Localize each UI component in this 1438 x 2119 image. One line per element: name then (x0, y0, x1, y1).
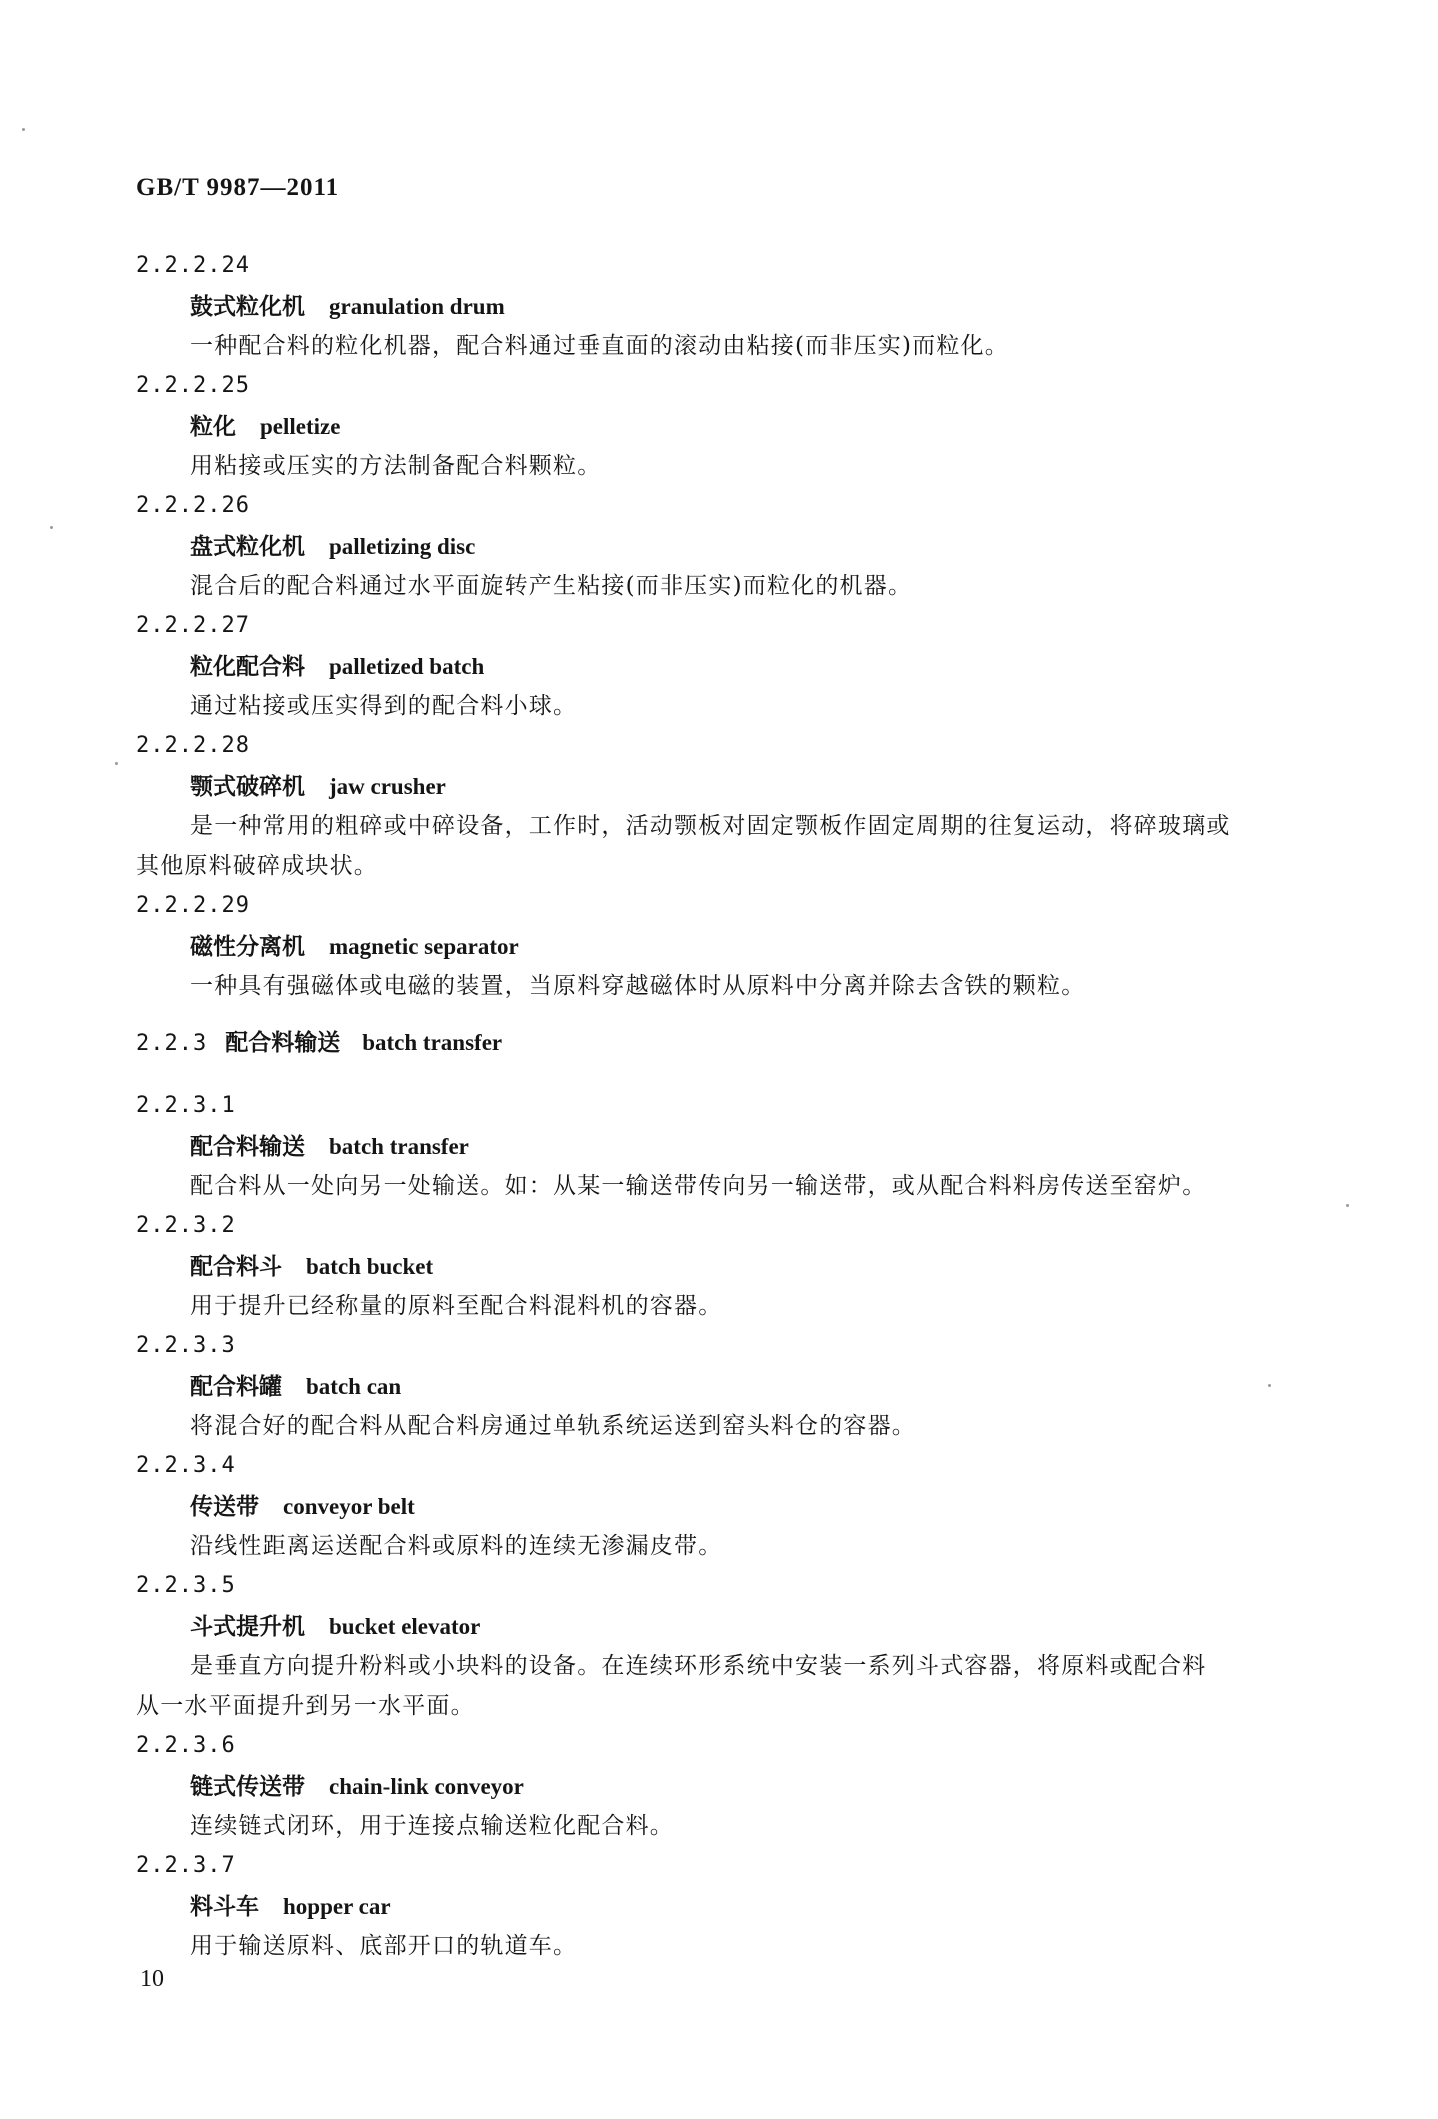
entry-term (190, 1615, 480, 1638)
entry-number: 2.2.3.5 (136, 1573, 236, 1598)
term-en: magnetic separator (329, 934, 519, 959)
entry-term (190, 1135, 469, 1158)
scan-speck (1268, 1384, 1271, 1387)
term-zh: 颚式破碎机 (190, 773, 305, 800)
entry-number: 2.2.2.27 (136, 613, 250, 638)
term-zh: 料斗车 (190, 1893, 259, 1920)
entry-definition: 沿线性距离运送配合料或原料的连续无渗漏皮带。 (190, 1533, 723, 1559)
entry-number: 2.2.3.3 (136, 1333, 236, 1358)
entry-definition: 通过粘接或压实得到的配合料小球。 (190, 693, 578, 719)
term-zh: 磁性分离机 (190, 933, 305, 960)
section-number: 2.2.3 (136, 1031, 208, 1056)
standard-code: GB/T 9987—2011 (136, 174, 340, 201)
term-en: palletized batch (329, 654, 485, 679)
term-en: jaw crusher (329, 774, 446, 799)
entry-term (190, 1495, 415, 1518)
entry-definition: 从一水平面提升到另一水平面。 (136, 1693, 475, 1719)
scan-speck (1346, 1204, 1349, 1207)
term-zh: 配合料斗 (190, 1253, 282, 1280)
entry-term (190, 1895, 391, 1918)
term-en: palletizing disc (329, 534, 476, 559)
term-en: pelletize (260, 414, 341, 439)
entry-definition: 连续链式闭环，用于连接点输送粒化配合料。 (190, 1813, 674, 1839)
term-en: chain-link conveyor (329, 1774, 524, 1799)
entry-definition: 是一种常用的粗碎或中碎设备，工作时，活动颚板对固定颚板作固定周期的往复运动，将碎玻璃或 (190, 813, 1231, 839)
entry-number: 2.2.3.4 (136, 1453, 236, 1478)
term-en: batch transfer (329, 1134, 469, 1159)
entry-number: 2.2.3.6 (136, 1733, 236, 1758)
section-heading (136, 1031, 502, 1055)
entry-definition: 配合料从一处向另一处输送。如：从某一输送带传向另一输送带，或从配合料料房传送至窑炉。 (190, 1173, 1207, 1199)
entry-term (190, 655, 484, 678)
entry-number: 2.2.3.2 (136, 1213, 236, 1238)
entry-number: 2.2.2.24 (136, 253, 250, 278)
section-title-en: batch transfer (362, 1030, 503, 1055)
entry-definition: 将混合好的配合料从配合料房通过单轨系统运送到窑头料仓的容器。 (190, 1413, 916, 1439)
term-en: conveyor belt (283, 1494, 415, 1519)
term-zh: 粒化配合料 (190, 653, 305, 680)
term-zh: 传送带 (190, 1493, 259, 1520)
entry-term (190, 1255, 433, 1278)
page-number: 10 (140, 1966, 164, 1992)
entry-term (190, 1775, 524, 1798)
entry-term (190, 1375, 401, 1398)
entry-definition: 是垂直方向提升粉料或小块料的设备。在连续环形系统中安装一系列斗式容器，将原料或配合料 (190, 1653, 1207, 1679)
scan-speck (50, 526, 53, 529)
term-zh: 链式传送带 (190, 1773, 305, 1800)
entry-definition: 用粘接或压实的方法制备配合料颗粒。 (190, 453, 602, 479)
entry-number: 2.2.2.29 (136, 893, 250, 918)
term-en: granulation drum (329, 294, 505, 319)
entry-definition: 混合后的配合料通过水平面旋转产生粘接(而非压实)而粒化的机器。 (190, 573, 913, 599)
entry-term (190, 775, 446, 798)
entry-number: 2.2.3.7 (136, 1853, 236, 1878)
entry-definition: 一种具有强磁体或电磁的装置，当原料穿越磁体时从原料中分离并除去含铁的颗粒。 (190, 973, 1086, 999)
section-title-zh: 配合料输送 (225, 1029, 341, 1056)
term-zh: 粒化 (190, 413, 236, 440)
term-zh: 配合料罐 (190, 1373, 282, 1400)
term-en: batch bucket (306, 1254, 434, 1279)
entry-number: 2.2.2.26 (136, 493, 250, 518)
entry-definition: 其他原料破碎成块状。 (136, 853, 378, 879)
entry-definition: 一种配合料的粒化机器，配合料通过垂直面的滚动由粘接(而非压实)而粒化。 (190, 333, 1009, 359)
entry-term (190, 935, 519, 958)
entry-term (190, 535, 475, 558)
term-zh: 斗式提升机 (190, 1613, 305, 1640)
term-en: hopper car (283, 1894, 391, 1919)
term-zh: 盘式粒化机 (190, 533, 305, 560)
entry-number: 2.2.2.25 (136, 373, 250, 398)
entry-term (190, 295, 505, 318)
scan-speck (115, 762, 118, 765)
entry-term (190, 415, 340, 438)
scan-speck (22, 128, 25, 131)
term-zh: 配合料输送 (190, 1133, 305, 1160)
entry-definition: 用于输送原料、底部开口的轨道车。 (190, 1933, 578, 1959)
term-en: batch can (306, 1374, 402, 1399)
entry-number: 2.2.2.28 (136, 733, 250, 758)
entry-definition: 用于提升已经称量的原料至配合料混料机的容器。 (190, 1293, 723, 1319)
term-zh: 鼓式粒化机 (190, 293, 305, 320)
term-en: bucket elevator (329, 1614, 481, 1639)
entry-number: 2.2.3.1 (136, 1093, 236, 1118)
